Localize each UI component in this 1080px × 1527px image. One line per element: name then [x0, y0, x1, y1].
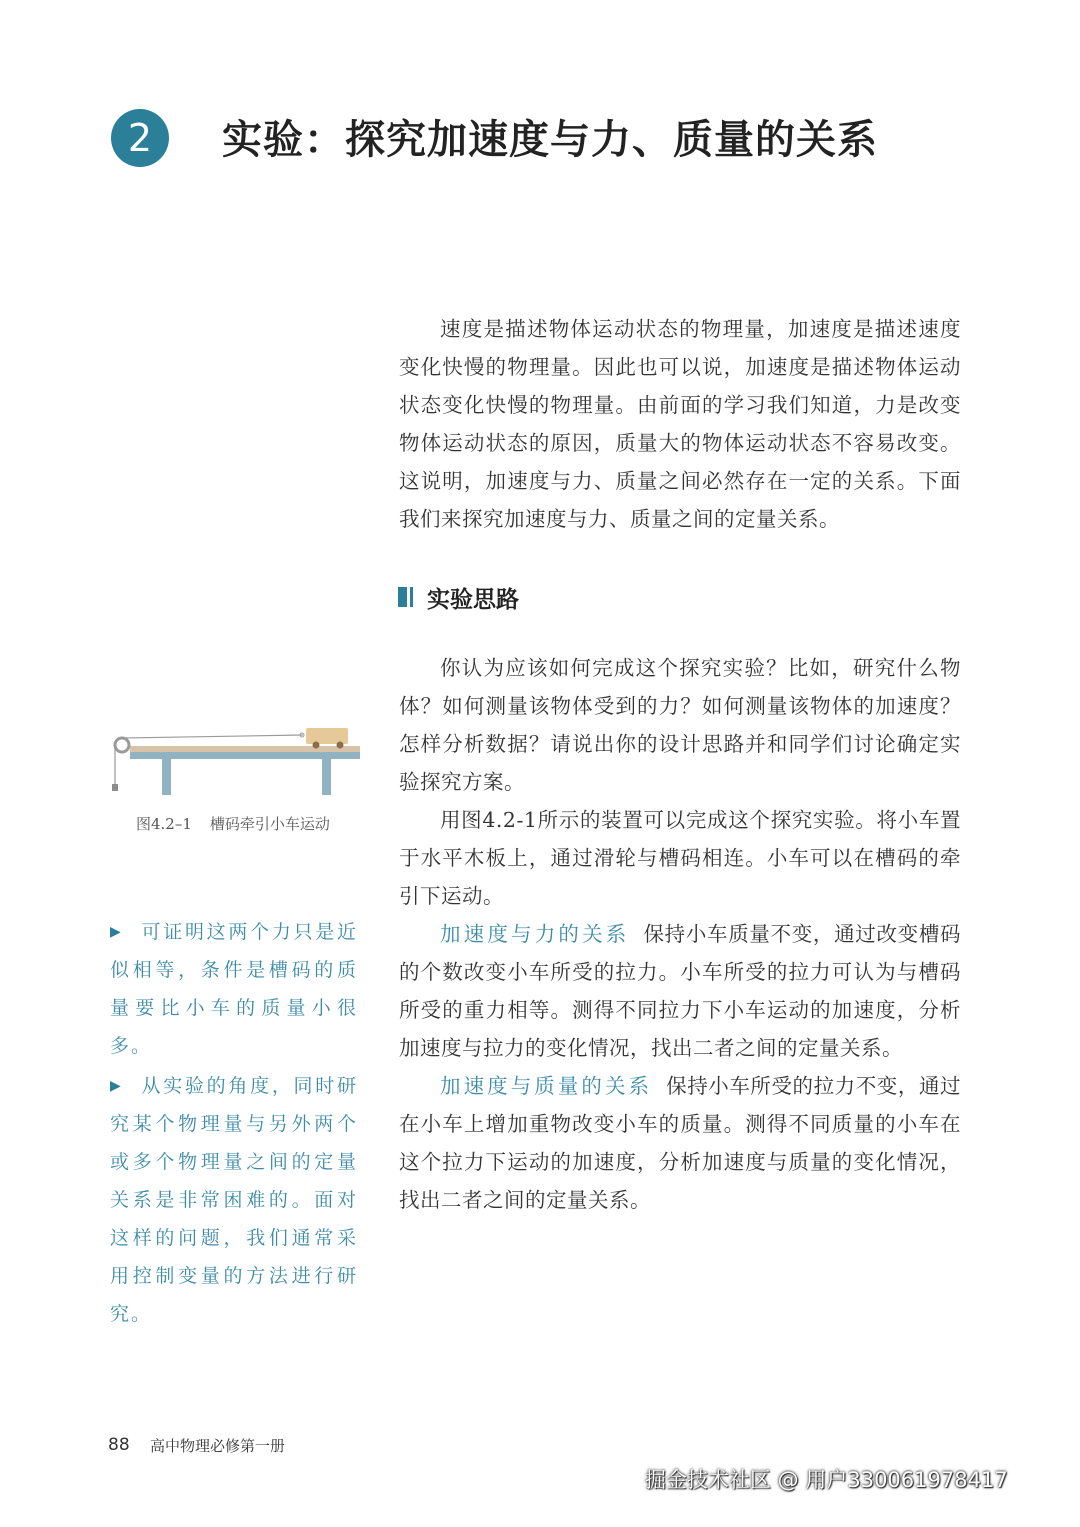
cart-wheel-right: [337, 742, 344, 749]
section-number-badge: 2: [111, 109, 169, 167]
figure-caption: [136, 813, 330, 834]
intro-paragraph: 速度是描述物体运动状态的物理量，加速度是描述速度变化快慢的物理量。因此也可以说，加速度是描述物体运动状态变化快慢的物理量。由前面的学习我们知道，力是改变物体运动状态的原因，质量大的物体运动状态不容易改变。这说明，加速度与力、质量之间必然存在一定的关系。下面我们来探究加速度与力、质量之间的定量关系。: [399, 317, 961, 531]
triangle-marker-icon: ▶: [110, 1078, 121, 1094]
cart-wheel-left: [313, 742, 320, 749]
section-paragraph-force: [399, 915, 961, 1067]
side-note-text: 从实验的角度，同时研究某个物理量与另外两个或多个物理量之间的定量关系是非常困难的。面对这样的问题，我们通常采用控制变量的方法进行研究。: [110, 1075, 358, 1325]
figure-caption-text: 槽码牵引小车运动: [209, 815, 330, 833]
table-top: [130, 752, 360, 759]
heading-bar-thin-icon: [410, 587, 413, 607]
side-note-approximation: [110, 913, 358, 1065]
cart-pulley-figure: [108, 718, 364, 798]
book-title: 高中物理必修第一册: [150, 1437, 286, 1455]
term-acceleration-force: 加速度与力的关系: [440, 922, 630, 946]
section-paragraph-mass: [399, 1067, 961, 1219]
page-title: 实验：探究加速度与力、质量的关系: [222, 116, 878, 163]
section-body: [399, 649, 961, 1219]
figure-number: 图4.2–1: [136, 815, 192, 833]
side-note-text: 可证明这两个力只是近似相等，条件是槽码的质量要比小车的质量小很多。: [110, 921, 358, 1057]
triangle-marker-icon: ▶: [110, 924, 121, 940]
section-heading-text: 实验思路: [427, 586, 519, 613]
pulley-icon: [115, 738, 129, 752]
mass-text: 保持小车所受的拉力不变，通过在小车上增加重物改变小车的质量。测得不同质量的小车在这个拉力下运动的加速度，分析加速度与质量的变化情况，找出二者之间的定量关系。: [399, 1074, 962, 1212]
cart-body: [306, 728, 348, 744]
section-paragraph-apparatus: 用图4.2-1所示的装置可以完成这个探究实验。将小车置于水平木板上，通过滑轮与槽码相连。小车可以在槽码的牵引下运动。: [399, 808, 961, 908]
watermark-text: 掘金技术社区 @ 用户3300619784​17: [645, 1468, 1008, 1492]
table-leg-right: [322, 759, 331, 795]
slotted-weight-icon: [112, 784, 118, 791]
side-note-control-variables: [110, 1067, 358, 1333]
section-heading: [398, 580, 519, 614]
heading-bar-icon: [398, 587, 407, 607]
board-top: [130, 746, 360, 752]
table-leg-left: [162, 759, 171, 795]
intro-block: [399, 310, 961, 538]
force-text: 保持小车质量不变，通过改变槽码的个数改变小车所受的拉力。小车所受的拉力可认为与槽码所受的重力相等。测得不同拉力下小车运动的加速度，分析加速度与拉力的变化情况，找出二者之间的定量关系。: [399, 922, 962, 1060]
term-acceleration-mass: 加速度与质量的关系: [440, 1074, 653, 1098]
page-number: 88: [108, 1435, 130, 1455]
string-line: [122, 735, 303, 738]
section-paragraph-design: 你认为应该如何完成这个探究实验？比如，研究什么物体？如何测量该物体受到的力？如何测量该物体的加速度？怎样分析数据？请说出你的设计思路并和同学们讨论确定实验探究方案。: [399, 656, 961, 794]
